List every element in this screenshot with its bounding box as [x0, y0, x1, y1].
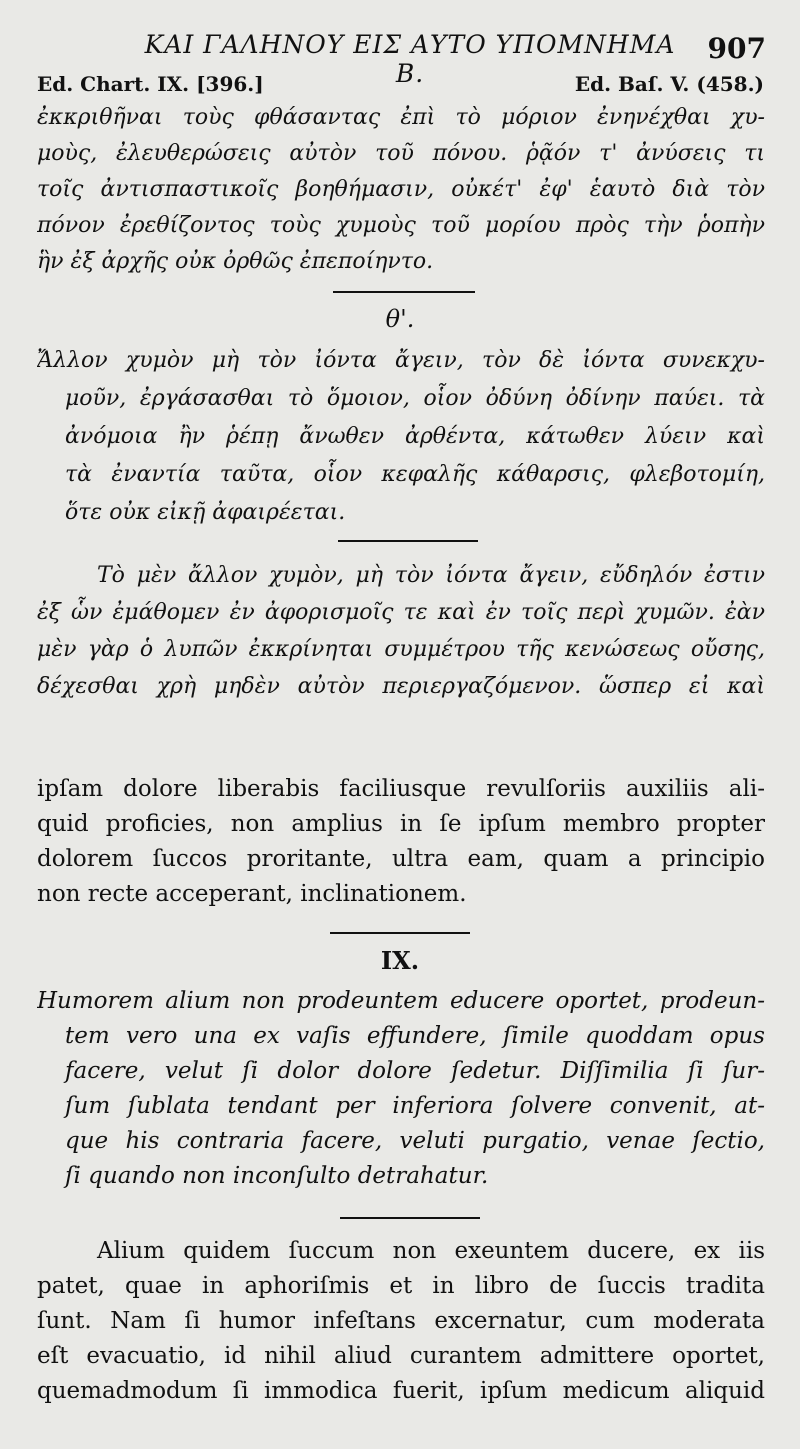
text-line: ἐκκριθῆναι τοὺς φθάσαντας ἐπὶ τὸ μόριον ἐνηνέχθαι χυ- — [37, 105, 765, 130]
text-line: ὅτε οὐκ εἰκῇ ἀφαιρέεται. — [65, 500, 346, 525]
text-line: patet, quae in aphoriſmis et in libro de ſuccis tradita — [37, 1273, 765, 1299]
text-line: Τὸ μὲν ἄλλον χυμὸν, μὴ τὸν ἰόντα ἄγειν, εὔδηλόν ἐστιν — [97, 563, 765, 588]
text-line: ἣν ἐξ ἀρχῆς οὐκ ὀρθῶς ἐπεποίηντο. — [37, 249, 434, 274]
text-line: Ἄλλον χυμὸν μὴ τὸν ἰόντα ἄγειν, τὸν δὲ ἰόντα συνεκχυ- — [37, 348, 765, 373]
latin-aphorism — [37, 984, 765, 1194]
greek-paragraph-1 — [37, 100, 765, 280]
section-divider — [340, 1217, 480, 1219]
text-line: μοὺς, ἐλευθερώσεις αὐτὸν τοῦ πόνου. ῥᾷόν τ' ἀνύσεις τι — [37, 141, 765, 166]
text-line: quid proficies, non amplius in ſe ipſum membro propter — [37, 811, 765, 837]
greek-commentary — [37, 557, 765, 705]
text-line: ipſam dolore liberabis faciliusque revulſoriis auxiliis ali- — [37, 776, 765, 802]
latin-commentary — [37, 1234, 765, 1409]
text-line: ἐξ ὧν ἐμάθομεν ἐν ἀφορισμοῖς τε καὶ ἐν τοῖς περὶ χυμῶν. ἐὰν — [37, 600, 765, 625]
running-header-title: ΚΑΙ ΓΑΛΗΝΟΥ ΕΙΣ ΑΥΤΟ ΥΠΟΜΝΗΜΑ Β. — [144, 30, 676, 88]
text-line: ſunt. Nam ſi humor infeſtans excernatur, cum moderata — [37, 1308, 765, 1334]
section-divider — [330, 932, 470, 934]
text-line: ἀνόμοια ἢν ῥέπῃ ἄνωθεν ἀρθέντα, κάτωθεν λύειν καὶ — [65, 424, 765, 449]
text-line: πόνον ἐρεθίζοντος τοὺς χυμοὺς τοῦ μορίου πρὸς τὴν ῥοπὴν — [37, 213, 765, 238]
text-line: ſum ſublata tendant per inferiora ſolvere convenit, at- — [65, 1093, 765, 1119]
text-line: dolorem ſuccos proritante, ultra eam, quam a principio — [37, 846, 765, 872]
edition-reference-right: Ed. Baſ. V. (458.) — [574, 72, 764, 96]
latin-section-number: IX. — [380, 946, 420, 975]
greek-section-number: θ'. — [385, 305, 415, 333]
text-line: quemadmodum ſi immodica fuerit, ipſum medicum aliquid — [37, 1378, 765, 1404]
text-line: μοῦν, ἐργάσασθαι τὸ ὅμοιον, οἷον ὀδύνη ὀδίνην παύει. τὰ — [65, 386, 765, 411]
text-line: μὲν γὰρ ὁ λυπῶν ἐκκρίνηται συμμέτρου τῆς κενώσεως οὔσης, — [37, 637, 765, 662]
text-line: Humorem alium non prodeuntem educere oportet, prodeun- — [37, 988, 765, 1014]
text-line: δέχεσθαι χρὴ μηδὲν αὐτὸν περιεργαζόμενον. ὥσπερ εἰ καὶ — [37, 674, 765, 699]
text-line: τὰ ἐναντία ταῦτα, οἷον κεφαλῆς κάθαρσις, φλεβοτομίη, — [65, 462, 765, 487]
text-line: τοῖς ἀντισπαστικοῖς βοηθήμασιν, οὐκέτ' ἐφ' ἑαυτὸ διὰ τὸν — [37, 177, 765, 202]
section-divider — [333, 291, 475, 293]
text-line: tem vero una ex vaſis effundere, ſimile quoddam opus — [65, 1023, 765, 1049]
section-divider — [338, 540, 478, 542]
text-line: Alium quidem ſuccum non exeuntem ducere, ex iis — [97, 1238, 765, 1264]
text-line: facere, velut ſi dolor dolore ſedetur. Diſſimilia ſi ſur- — [65, 1058, 765, 1084]
greek-aphorism — [37, 342, 765, 532]
edition-reference-left: Ed. Chart. IX. [396.] — [37, 72, 264, 96]
latin-paragraph-1 — [37, 772, 765, 912]
page-number: 907 — [707, 32, 766, 65]
text-line: ſi quando non inconſulto detrahatur. — [65, 1163, 489, 1189]
text-line: que his contraria facere, veluti purgatio, venae ſectio, — [65, 1128, 765, 1154]
text-line: eſt evacuatio, id nihil aliud curantem admittere oportet, — [37, 1343, 765, 1369]
text-line: non recte acceperant, inclinationem. — [37, 881, 467, 907]
